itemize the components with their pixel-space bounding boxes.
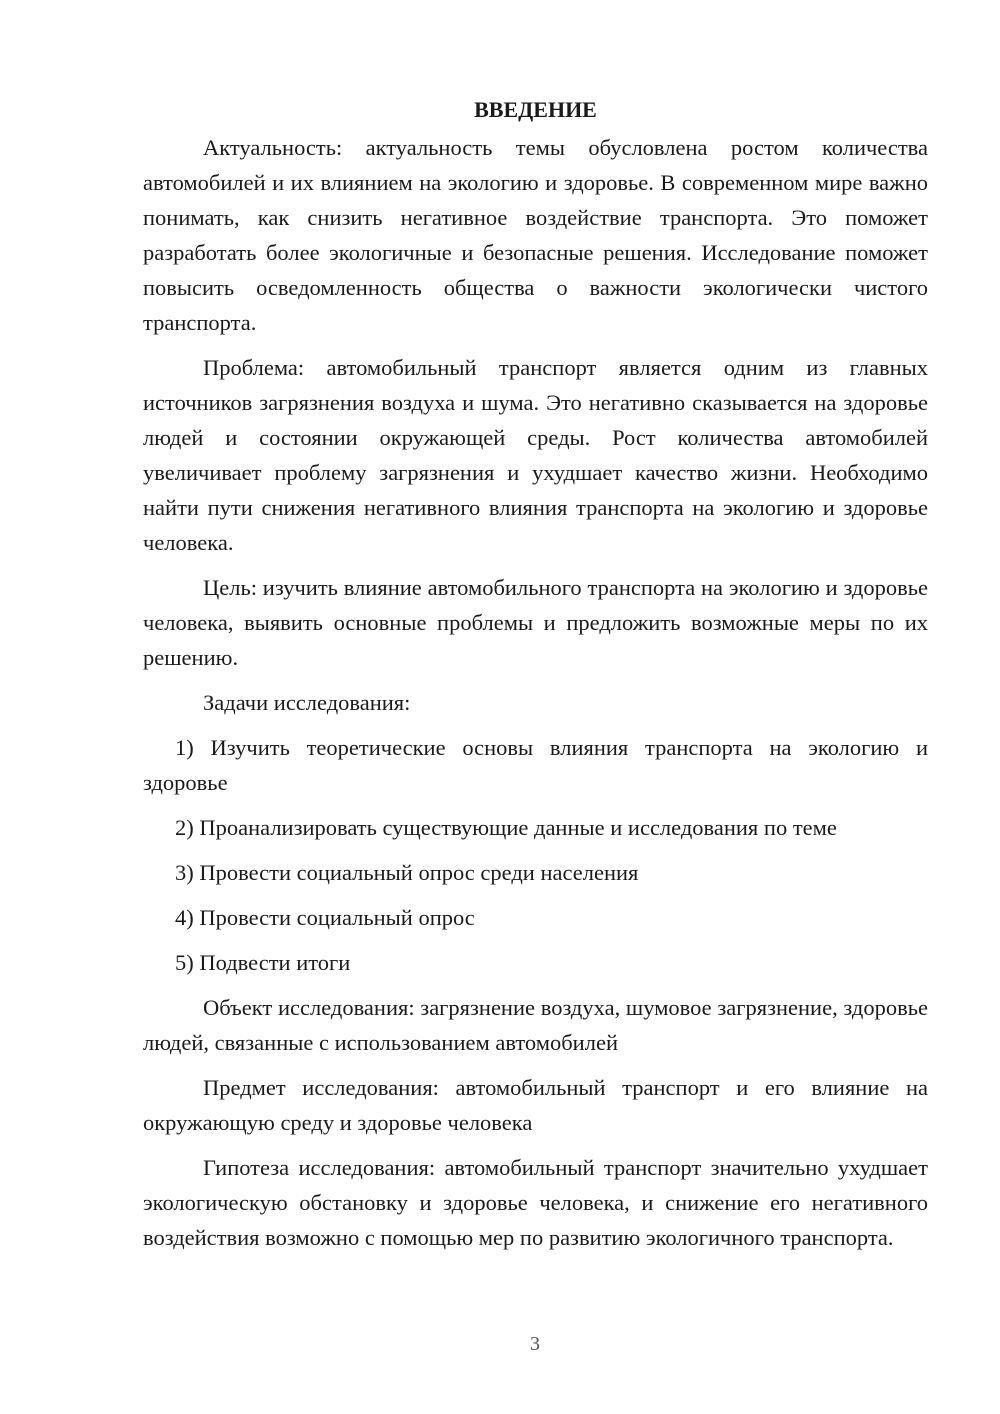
problem-paragraph: Проблема: автомобильный транспорт является одним из главных источников загрязнения воздуха и шума. Это негативно сказывается на здоровье людей и состоянии окружающей среды. Рост количества автомобилей увеличивает проблему загрязнения и ухудшает качество жизни. Необходимо найти пути снижения негативного влияния транспорта на экологию и здоровье человека. [143, 355, 928, 555]
task-item: 2) Проанализировать существующие данные и исследования по теме [175, 815, 837, 840]
goal-paragraph: Цель: изучить влияние автомобильного транспорта на экологию и здоровье человека, выявить основные проблемы и предложить возможные меры по их решению. [143, 575, 928, 670]
page-number: 3 [530, 1333, 540, 1355]
task-item: 1) Изучить теоретические основы влияния транспорта на экологию и здоровье [143, 735, 928, 795]
object-paragraph: Объект исследования: загрязнение воздуха, шумовое загрязнение, здоровье людей, связанные с использованием автомобилей [143, 995, 928, 1055]
document-page [143, 90, 928, 1265]
relevance-paragraph: Актуальность: актуальность темы обусловлена ростом количества автомобилей и их влиянием на экологию и здоровье. В современном мире важно понимать, как снизить негативное воздействие транспорта. Это поможет разработать более экологичные и безопасные решения. Исследование поможет повысить осведомленность общества о важности экологически чистого транспорта. [143, 135, 928, 335]
tasks-heading: Задачи исследования: [203, 690, 411, 715]
page-title: ВВЕДЕНИЕ [474, 97, 597, 122]
hypothesis-paragraph: Гипотеза исследования: автомобильный транспорт значительно ухудшает экологическую обстановку и здоровье человека, и снижение его негативного воздействия возможно с помощью мер по развитию экологичного транспорта. [143, 1155, 928, 1250]
task-item: 4) Провести социальный опрос [175, 905, 475, 930]
subject-paragraph: Предмет исследования: автомобильный транспорт и его влияние на окружающую среду и здоровье человека [143, 1075, 928, 1135]
task-item: 5) Подвести итоги [175, 950, 351, 975]
task-item: 3) Провести социальный опрос среди населения [175, 860, 639, 885]
